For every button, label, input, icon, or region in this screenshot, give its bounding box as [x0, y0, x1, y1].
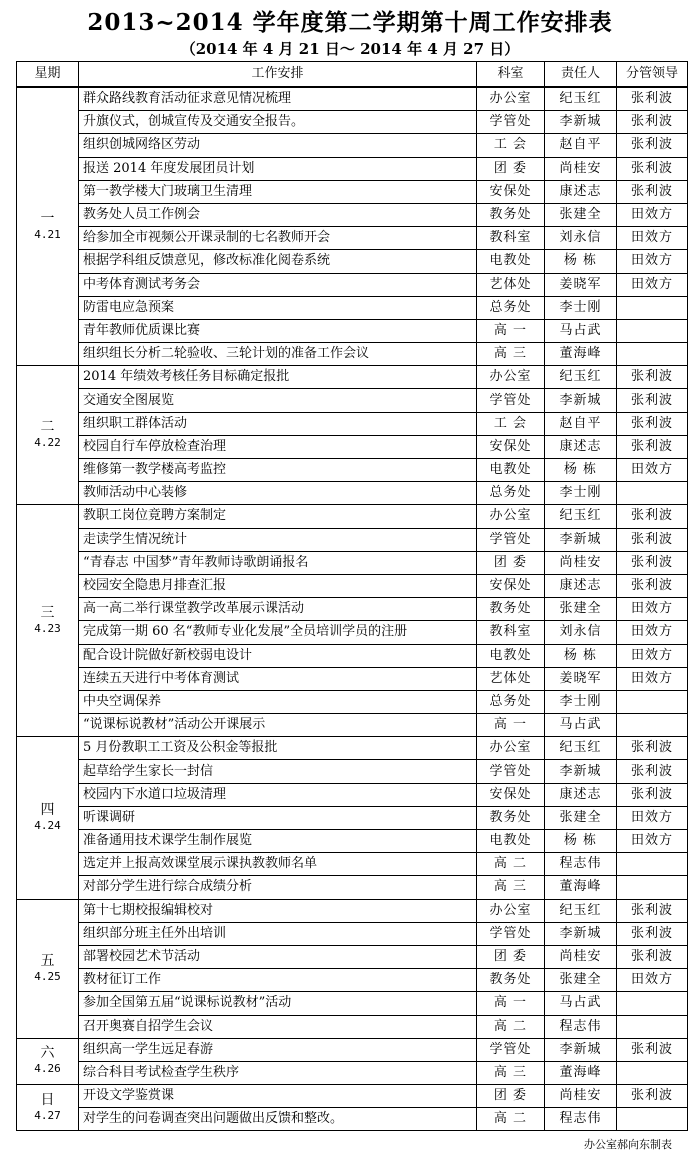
task-cell: 高一高二举行课堂教学改革展示课活动 [79, 598, 477, 621]
weekday-label: 三 [40, 604, 55, 621]
task-cell: 2014 年绩效考核任务目标确定报批 [79, 366, 477, 389]
task-cell: “说课标说教材”活动公开课展示 [79, 714, 477, 737]
weekday-date: 4.27 [34, 1108, 61, 1122]
department-cell: 教务处 [477, 969, 545, 992]
leader-cell: 田效方 [617, 806, 688, 829]
department-cell: 高 一 [477, 319, 545, 342]
leader-cell: 田效方 [617, 598, 688, 621]
task-cell: 综合科目考试检查学生秩序 [79, 1061, 477, 1084]
department-cell: 办公室 [477, 366, 545, 389]
leader-cell: 张利波 [617, 528, 688, 551]
responsible-cell: 纪玉红 [545, 366, 617, 389]
department-cell: 安保处 [477, 783, 545, 806]
weekday-label: 六 [40, 1045, 55, 1062]
leader-cell [617, 690, 688, 713]
leader-cell: 张利波 [617, 505, 688, 528]
task-cell: “青春志 中国梦”青年教师诗歌朗诵报名 [79, 551, 477, 574]
responsible-cell: 尚桂安 [545, 157, 617, 180]
table-row [17, 621, 688, 644]
responsible-cell: 姜晓军 [545, 273, 617, 296]
department-cell: 高 二 [477, 1108, 545, 1131]
department-cell: 高 一 [477, 714, 545, 737]
leader-cell [617, 319, 688, 342]
table-row [17, 760, 688, 783]
responsible-cell: 李新城 [545, 111, 617, 134]
leader-cell [617, 992, 688, 1015]
task-cell: 报送 2014 年度发展团员计划 [79, 157, 477, 180]
task-cell: 开设文学鉴赏课 [79, 1085, 477, 1108]
department-cell: 电教处 [477, 250, 545, 273]
responsible-cell: 李新城 [545, 389, 617, 412]
leader-cell: 张利波 [617, 783, 688, 806]
leader-cell: 田效方 [617, 203, 688, 226]
responsible-cell: 李新城 [545, 1038, 617, 1061]
responsible-cell: 康述志 [545, 574, 617, 597]
department-cell: 学管处 [477, 1038, 545, 1061]
responsible-cell: 尚桂安 [545, 551, 617, 574]
leader-cell [617, 714, 688, 737]
table-row [17, 505, 688, 528]
leader-cell: 田效方 [617, 969, 688, 992]
department-cell: 学管处 [477, 111, 545, 134]
weekday-date: 4.21 [34, 227, 61, 241]
table-row [17, 87, 688, 111]
table-row [17, 366, 688, 389]
leader-cell [617, 482, 688, 505]
department-cell: 办公室 [477, 737, 545, 760]
leader-cell: 张利波 [617, 1085, 688, 1108]
responsible-cell: 董海峰 [545, 876, 617, 899]
department-cell: 教科室 [477, 227, 545, 250]
table-row [17, 899, 688, 922]
header-row [17, 62, 688, 88]
leader-cell: 张利波 [617, 899, 688, 922]
weekday-label: 五 [40, 952, 55, 969]
responsible-cell: 马占武 [545, 714, 617, 737]
table-row [17, 435, 688, 458]
task-cell: 维修第一教学楼高考监控 [79, 459, 477, 482]
responsible-cell: 刘永信 [545, 621, 617, 644]
weekday-label: 二 [40, 419, 55, 436]
leader-cell [617, 1061, 688, 1084]
weekday-label: 四 [40, 801, 55, 818]
task-cell: 教务处人员工作例会 [79, 203, 477, 226]
table-row [17, 180, 688, 203]
department-cell: 团 委 [477, 157, 545, 180]
task-cell: 5 月份教职工工资及公积金等报批 [79, 737, 477, 760]
leader-cell: 张利波 [617, 180, 688, 203]
leader-cell: 张利波 [617, 945, 688, 968]
weekday-cell [17, 87, 79, 366]
table-row [17, 574, 688, 597]
table-row [17, 922, 688, 945]
leader-cell: 田效方 [617, 830, 688, 853]
task-cell: 交通安全图展览 [79, 389, 477, 412]
table-row [17, 157, 688, 180]
department-cell: 工 会 [477, 412, 545, 435]
leader-cell [617, 296, 688, 319]
page-title: 2013~2014 学年度第二学期第十周工作安排表 [87, 9, 613, 36]
responsible-cell: 赵自平 [545, 134, 617, 157]
department-cell: 高 三 [477, 343, 545, 366]
responsible-cell: 程志伟 [545, 1108, 617, 1131]
table-row [17, 459, 688, 482]
table-row [17, 250, 688, 273]
department-cell: 高 二 [477, 853, 545, 876]
leader-cell: 田效方 [617, 227, 688, 250]
department-cell: 高 三 [477, 876, 545, 899]
responsible-cell: 张建全 [545, 598, 617, 621]
leader-cell: 张利波 [617, 134, 688, 157]
responsible-cell: 程志伟 [545, 1015, 617, 1038]
schedule-table [16, 61, 688, 1131]
task-cell: 完成第一期 60 名“教师专业化发展”全员培训学员的注册 [79, 621, 477, 644]
table-row [17, 992, 688, 1015]
table-row [17, 690, 688, 713]
department-cell: 总务处 [477, 690, 545, 713]
responsible-cell: 刘永信 [545, 227, 617, 250]
weekday-cell [17, 1038, 79, 1084]
responsible-cell: 康述志 [545, 435, 617, 458]
department-cell: 团 委 [477, 1085, 545, 1108]
task-cell: 准备通用技术课学生制作展览 [79, 830, 477, 853]
responsible-cell: 杨 栋 [545, 830, 617, 853]
department-cell: 学管处 [477, 389, 545, 412]
department-cell: 教科室 [477, 621, 545, 644]
header-responsible: 责任人 [545, 62, 617, 88]
weekday-date: 4.23 [34, 621, 61, 635]
department-cell: 学管处 [477, 760, 545, 783]
responsible-cell: 张建全 [545, 203, 617, 226]
responsible-cell: 纪玉红 [545, 505, 617, 528]
table-row [17, 111, 688, 134]
responsible-cell: 杨 栋 [545, 459, 617, 482]
department-cell: 高 三 [477, 1061, 545, 1084]
leader-cell: 张利波 [617, 157, 688, 180]
task-cell: 根据学科组反馈意见，修改标准化阅卷系统 [79, 250, 477, 273]
responsible-cell: 纪玉红 [545, 737, 617, 760]
department-cell: 团 委 [477, 945, 545, 968]
department-cell: 学管处 [477, 922, 545, 945]
task-cell: 校园安全隐患月排查汇报 [79, 574, 477, 597]
table-row [17, 134, 688, 157]
footer-note: 办公室郝向东制表 [584, 1138, 672, 1151]
weekday-cell [17, 1085, 79, 1131]
responsible-cell: 康述志 [545, 180, 617, 203]
task-cell: 第一教学楼大门玻璃卫生清理 [79, 180, 477, 203]
leader-cell: 田效方 [617, 273, 688, 296]
leader-cell [617, 1108, 688, 1131]
task-cell: 中央空调保养 [79, 690, 477, 713]
date-range-subtitle: （2014 年 4 月 21 日～ 2014 年 4 月 27 日） [180, 40, 520, 58]
schedule-body [17, 87, 688, 1131]
department-cell: 工 会 [477, 134, 545, 157]
task-cell: 校园自行车停放检查治理 [79, 435, 477, 458]
leader-cell [617, 343, 688, 366]
task-cell: 对学生的问卷调查突出问题做出反馈和整改。 [79, 1108, 477, 1131]
leader-cell [617, 1015, 688, 1038]
table-row [17, 853, 688, 876]
task-cell: 组织组长分析二轮验收、三轮计划的准备工作会议 [79, 343, 477, 366]
weekday-date: 4.22 [34, 436, 61, 450]
task-cell: 群众路线教育活动征求意见情况梳理 [79, 87, 477, 111]
task-cell: 组织创城网络区劳动 [79, 134, 477, 157]
department-cell: 电教处 [477, 459, 545, 482]
leader-cell: 张利波 [617, 412, 688, 435]
table-row [17, 1108, 688, 1131]
table-row [17, 876, 688, 899]
leader-cell: 张利波 [617, 574, 688, 597]
leader-cell: 张利波 [617, 87, 688, 111]
table-row [17, 1061, 688, 1084]
leader-cell [617, 876, 688, 899]
task-cell: 中考体育测试考务会 [79, 273, 477, 296]
department-cell: 安保处 [477, 180, 545, 203]
task-cell: 给参加全市视频公开课录制的七名教师开会 [79, 227, 477, 250]
department-cell: 电教处 [477, 830, 545, 853]
responsible-cell: 董海峰 [545, 343, 617, 366]
leader-cell: 张利波 [617, 737, 688, 760]
leader-cell: 田效方 [617, 459, 688, 482]
table-row [17, 969, 688, 992]
responsible-cell: 杨 栋 [545, 250, 617, 273]
task-cell: 青年教师优质课比赛 [79, 319, 477, 342]
table-row [17, 412, 688, 435]
header-weekday: 星期 [17, 62, 79, 88]
task-cell: 起草给学生家长一封信 [79, 760, 477, 783]
table-row [17, 598, 688, 621]
leader-cell: 张利波 [617, 551, 688, 574]
department-cell: 高 一 [477, 992, 545, 1015]
table-row [17, 714, 688, 737]
leader-cell: 田效方 [617, 621, 688, 644]
header-leader: 分管领导 [617, 62, 688, 88]
responsible-cell: 马占武 [545, 992, 617, 1015]
department-cell: 艺体处 [477, 273, 545, 296]
leader-cell: 张利波 [617, 366, 688, 389]
responsible-cell: 程志伟 [545, 853, 617, 876]
responsible-cell: 纪玉红 [545, 87, 617, 111]
task-cell: 配合设计院做好新校弱电设计 [79, 644, 477, 667]
task-cell: 组织职工群体活动 [79, 412, 477, 435]
task-cell: 教师活动中心装修 [79, 482, 477, 505]
leader-cell: 张利波 [617, 1038, 688, 1061]
table-row [17, 389, 688, 412]
leader-cell: 田效方 [617, 644, 688, 667]
table-row [17, 1038, 688, 1061]
responsible-cell: 李新城 [545, 528, 617, 551]
task-cell: 参加全国第五届“说课标说教材”活动 [79, 992, 477, 1015]
leader-cell: 张利波 [617, 922, 688, 945]
responsible-cell: 康述志 [545, 783, 617, 806]
table-row [17, 528, 688, 551]
task-cell: 防雷电应急预案 [79, 296, 477, 319]
table-row [17, 1015, 688, 1038]
task-cell: 部署校园艺术节活动 [79, 945, 477, 968]
responsible-cell: 马占武 [545, 319, 617, 342]
department-cell: 教务处 [477, 598, 545, 621]
leader-cell: 张利波 [617, 435, 688, 458]
responsible-cell: 赵自平 [545, 412, 617, 435]
table-row [17, 343, 688, 366]
task-cell: 教职工岗位竟聘方案制定 [79, 505, 477, 528]
department-cell: 办公室 [477, 505, 545, 528]
department-cell: 总务处 [477, 296, 545, 319]
weekday-cell [17, 737, 79, 899]
leader-cell: 田效方 [617, 250, 688, 273]
task-cell: 对部分学生进行综合成绩分析 [79, 876, 477, 899]
task-cell: 校园内下水道口垃圾清理 [79, 783, 477, 806]
task-cell: 听课调研 [79, 806, 477, 829]
header-department: 科室 [477, 62, 545, 88]
weekday-label: 日 [40, 1091, 55, 1108]
table-row [17, 482, 688, 505]
table-row [17, 296, 688, 319]
department-cell: 办公室 [477, 899, 545, 922]
task-cell: 教材征订工作 [79, 969, 477, 992]
leader-cell [617, 853, 688, 876]
leader-cell: 张利波 [617, 111, 688, 134]
responsible-cell: 尚桂安 [545, 1085, 617, 1108]
responsible-cell: 李士刚 [545, 690, 617, 713]
weekday-date: 4.25 [34, 969, 61, 983]
responsible-cell: 杨 栋 [545, 644, 617, 667]
task-cell: 连续五天进行中考体育测试 [79, 667, 477, 690]
department-cell: 教务处 [477, 203, 545, 226]
table-row [17, 1085, 688, 1108]
table-row [17, 319, 688, 342]
task-cell: 组织高一学生远足春游 [79, 1038, 477, 1061]
leader-cell: 张利波 [617, 760, 688, 783]
responsible-cell: 李士刚 [545, 296, 617, 319]
department-cell: 学管处 [477, 528, 545, 551]
responsible-cell: 张建全 [545, 806, 617, 829]
task-cell: 走读学生情况统计 [79, 528, 477, 551]
department-cell: 高 二 [477, 1015, 545, 1038]
task-cell: 升旗仪式，创城宣传及交通安全报告。 [79, 111, 477, 134]
task-cell: 组织部分班主任外出培训 [79, 922, 477, 945]
department-cell: 教务处 [477, 806, 545, 829]
table-row [17, 203, 688, 226]
header-task: 工作安排 [79, 62, 477, 88]
table-row [17, 551, 688, 574]
table-row [17, 830, 688, 853]
leader-cell: 田效方 [617, 667, 688, 690]
task-cell: 第十七期校报编辑校对 [79, 899, 477, 922]
weekday-date: 4.24 [34, 818, 61, 832]
leader-cell: 张利波 [617, 389, 688, 412]
table-row [17, 806, 688, 829]
table-row [17, 667, 688, 690]
table-row [17, 273, 688, 296]
responsible-cell: 李新城 [545, 922, 617, 945]
responsible-cell: 李新城 [545, 760, 617, 783]
department-cell: 办公室 [477, 87, 545, 111]
department-cell: 艺体处 [477, 667, 545, 690]
table-row [17, 783, 688, 806]
table-row [17, 737, 688, 760]
department-cell: 团 委 [477, 551, 545, 574]
department-cell: 电教处 [477, 644, 545, 667]
weekday-cell [17, 366, 79, 505]
task-cell: 选定并上报高效课堂展示课执教教师名单 [79, 853, 477, 876]
department-cell: 总务处 [477, 482, 545, 505]
responsible-cell: 董海峰 [545, 1061, 617, 1084]
responsible-cell: 姜晓军 [545, 667, 617, 690]
responsible-cell: 李士刚 [545, 482, 617, 505]
weekday-cell [17, 899, 79, 1038]
table-row [17, 227, 688, 250]
weekday-label: 一 [40, 210, 55, 227]
weekday-cell [17, 505, 79, 737]
responsible-cell: 张建全 [545, 969, 617, 992]
department-cell: 安保处 [477, 574, 545, 597]
table-row [17, 945, 688, 968]
table-row [17, 644, 688, 667]
task-cell: 召开奥赛自招学生会议 [79, 1015, 477, 1038]
responsible-cell: 尚桂安 [545, 945, 617, 968]
weekday-date: 4.26 [34, 1062, 61, 1076]
responsible-cell: 纪玉红 [545, 899, 617, 922]
department-cell: 安保处 [477, 435, 545, 458]
